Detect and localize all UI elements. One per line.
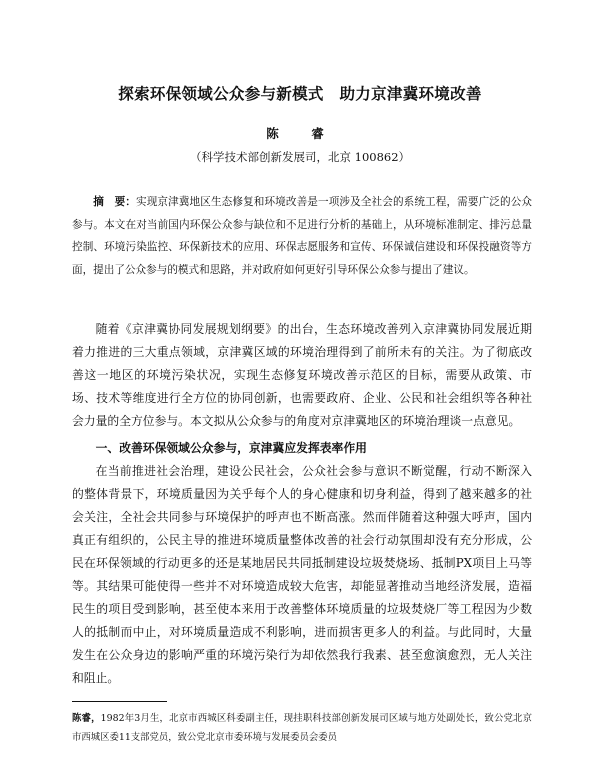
footnote-label: 陈睿， bbox=[72, 713, 101, 724]
abstract-text: 实现京津冀地区生态修复和环境改善是一项涉及全社会的系统工程，需要广泛的公众参与。本文在对当前国内环保公众参与缺位和不足进行分析的基础上，从环境标准制定、排污总量控制、环境污染监控、环保新技术的应用、环保志愿服务和宣传、环保诚信建设和环保投融资等方面，提出了公众参与的模式和思路，并对政府如何更好引导环保公众参与提出了建议。 bbox=[72, 196, 533, 276]
intro-paragraph: 随着《京津冀协同发展规划纲要》的出台，生态环境改善列入京津冀协同发展近期着力推进的三大重点领域，京津冀区域的环境治理得到了前所未有的关注。为了彻底改善这一地区的环境污染状况，实现生态修复环境改善示范区的目标，需要从政策、市场、技术等维度进行全方位的协同创新，也需要政府、企业、公民和社会组织等各种社会力量的全方位参与。本文拟从公众参与的角度对京津冀地区的环境治理谈一点意见。 bbox=[72, 322, 532, 428]
abstract-label: 摘 要： bbox=[93, 196, 137, 208]
footnote-divider bbox=[72, 701, 167, 702]
author-footnote bbox=[72, 709, 532, 747]
author-affiliation: （科学技术部创新发展司，北京 100862） bbox=[189, 150, 411, 164]
paper-title: 探索环保领域公众参与新模式 助力京津冀环境改善 bbox=[118, 85, 482, 103]
footnote-text: 1982年3月生，北京市西城区科委副主任，现挂职科技部创新发展司区域与地方处副处长，致公党北京市西城区委11支部党员，致公党北京市委环境与发展委员会委员 bbox=[72, 713, 532, 743]
abstract-block bbox=[72, 191, 532, 281]
author-name: 陈 睿 bbox=[266, 126, 334, 141]
section-1-paragraph: 在当前推进社会治理，建设公民社会，公众社会参与意识不断觉醒，行动不断深入的整体背景下，环境质量因为关乎每个人的身心健康和切身利益，得到了越来越多的社会关注，全社会共同参与环境保护的呼声也不断高涨。然而伴随着这种强大呼声，国内真正有组织的，公民主导的推进环境质量整体改善的社会行动氛围却没有充分形成，公民在环保领域的行动更多的还是某地居民共同抵制建设垃圾焚烧场、抵制PX项目上马等等。其结果可能使得一些并不对环境造成较大危害，却能显著推动当地经济发展，造福民生的项目受到影响，甚至使本来用于改善整体环境质量的垃圾焚烧厂等工程因为少数人的抵制而中止，对环境质量造成不利影响，进而损害更多人的利益。与此同时，大量发生在公众身边的影响严重的环境污染行为却依然我行我素、甚至愈演愈烈，无人关注和阻止。 bbox=[72, 464, 532, 685]
section-heading-1: 一、改善环保领域公众参与，京津冀应发挥表率作用 bbox=[95, 441, 367, 455]
